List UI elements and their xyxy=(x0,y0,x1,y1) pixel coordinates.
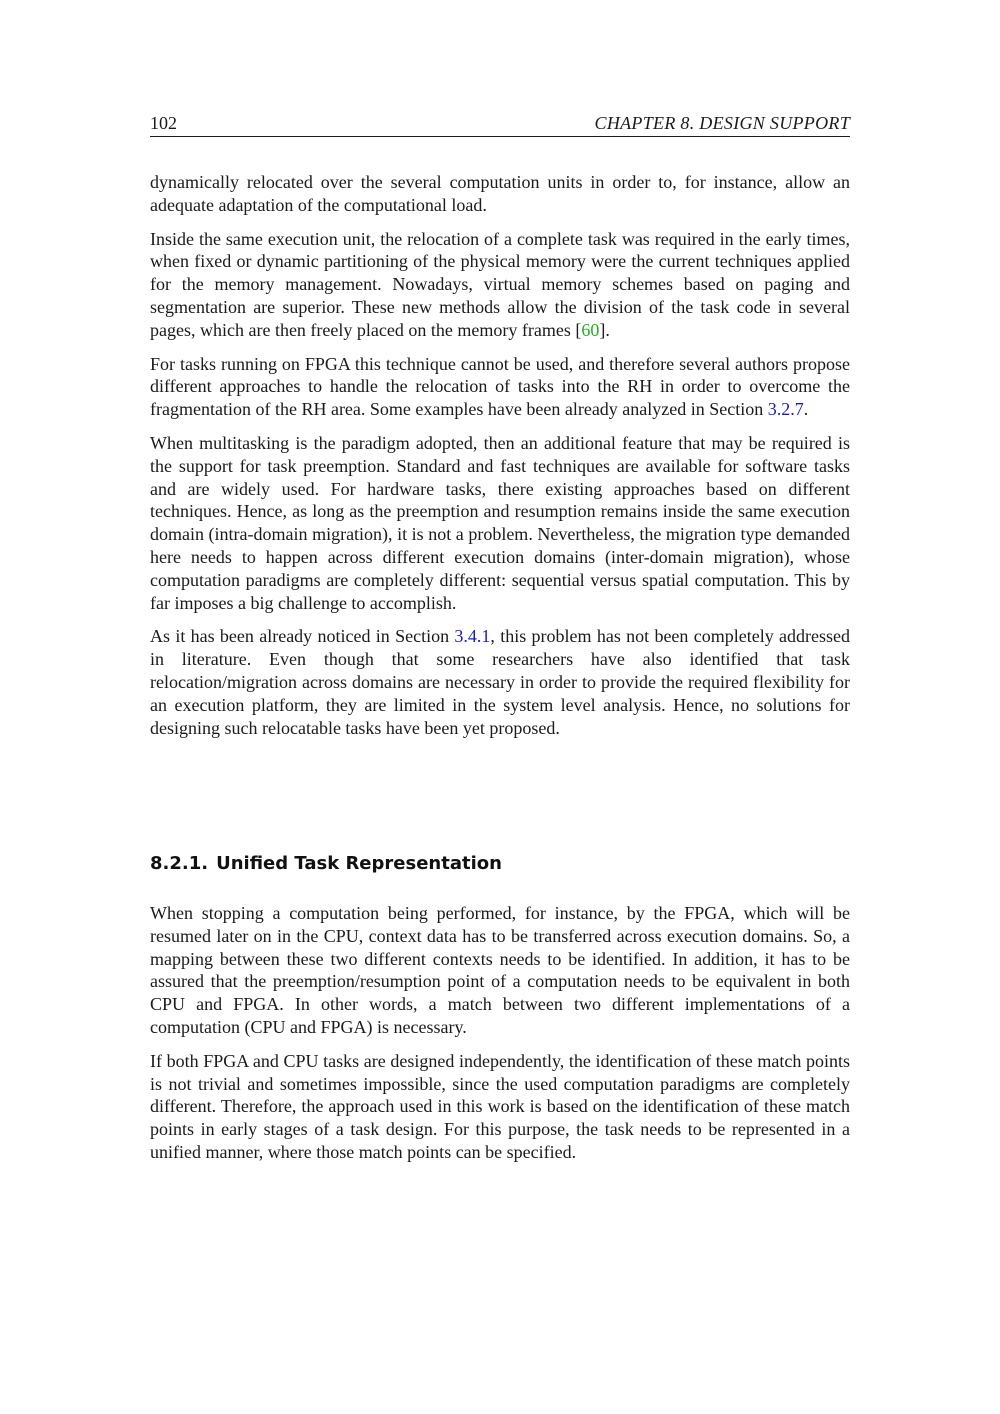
paragraph-3-end: . xyxy=(803,399,809,420)
running-head xyxy=(150,110,850,137)
section-heading xyxy=(150,853,502,876)
paragraph-3 xyxy=(150,353,850,421)
paragraph-5-text: , this problem has not been completely addressed in literature. Even though that some researchers have also identified that task relocation/migration across domains are necessary in order to provide the required flexibility for an execution platform, they are limited in the system level analysis. Hence, no solutions for designing such relocatable tasks have been yet proposed. xyxy=(150,626,850,738)
section-title: Unified Task Representation xyxy=(216,853,502,874)
citation-close: ]. xyxy=(599,319,610,340)
paragraph-4: When multitasking is the paradigm adopted, then an additional feature that may be required is the support for task preemption. Standard and fast techniques are available for software tasks and are widely used. For hardware tasks, there existing approaches based on different techniques. Hence, as long as the preemption and resumption remains inside the same execution domain (intra-domain migration), it is not a problem. Nevertheless, the migration type demanded here needs to happen across different execution domains (inter-domain migration), whose computation paradigms are completely different: sequential versus spatial computation. This by far imposes a big challenge to accomplish. xyxy=(150,432,850,613)
paragraph-5 xyxy=(150,625,850,739)
section-ref-link-3-4-1[interactable]: 3.4.1 xyxy=(454,626,491,647)
paragraph-2-text: Inside the same execution unit, the relocation of a complete task was required in the early times, when fixed or dynamic partitioning of the physical memory were the current techniques applied for the memory management. Nowadays, virtual memory schemes based on paging and segmentation are superior. These new methods allow the division of the task code in several pages, which are then freely placed on the memory frames xyxy=(150,228,850,340)
paragraph-3-text: For tasks running on FPGA this technique cannot be used, and therefore several authors propose different approaches to handle the relocation of tasks into the RH in order to overcome the fragmentation of the RH area. Some examples have been already analyzed in Section xyxy=(150,353,850,420)
body-text-section xyxy=(150,902,850,1175)
section-ref-link-3-2-7[interactable]: 3.2.7 xyxy=(767,399,804,420)
citation-open: [ xyxy=(575,319,582,340)
section-paragraph-2: If both FPGA and CPU tasks are designed independently, the identification of these match points is not trivial and sometimes impossible, since the used computation paradigms are completely different. Therefore, the approach used in this work is based on the identification of these match points in early stages of a task design. For this purpose, the task needs to be represented in a unified manner, where those match points can be specified. xyxy=(150,1050,850,1162)
section-paragraph-1: When stopping a computation being performed, for instance, by the FPGA, which will be resumed later on in the CPU, context data has to be transferred across execution domains. So, a mapping between these two different contexts needs to be identified. In addition, it has to be assured that the preemption/resumption point of a computation needs to be equivalent in both CPU and FPGA. In other words, a match between two different implementations of a computation (CPU and FPGA) is necessary. xyxy=(150,903,850,1037)
chapter-title: CHAPTER 8. DESIGN SUPPORT xyxy=(594,113,850,133)
paragraph-1: dynamically relocated over the several computation units in order to, for instance, allow an adequate adaptation of the computational load. xyxy=(150,172,850,215)
paragraph-2 xyxy=(150,228,850,342)
section-number: 8.2.1. xyxy=(150,853,209,874)
page-number: 102 xyxy=(150,113,177,133)
body-text-upper xyxy=(150,171,850,750)
paragraph-5-start: As it has been already noticed in Section xyxy=(150,626,455,647)
citation-link-60[interactable]: 60 xyxy=(581,319,600,340)
